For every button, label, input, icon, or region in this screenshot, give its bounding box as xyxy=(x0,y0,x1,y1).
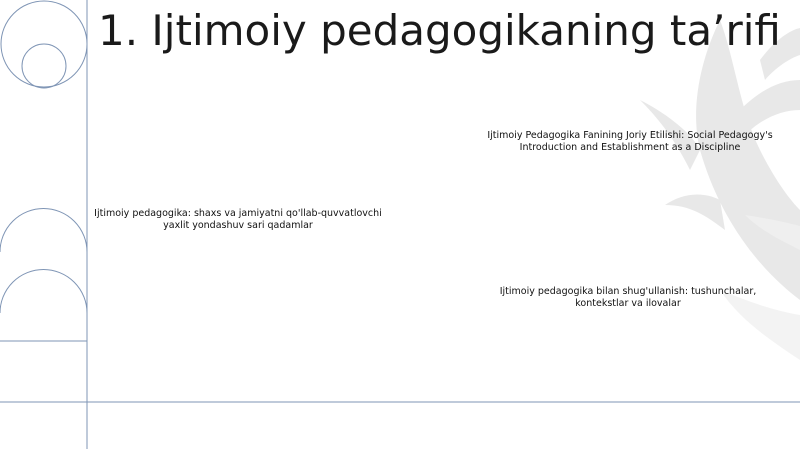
caption-concepts-contexts: Ijtimoiy pedagogika bilan shug'ullanish: tushunchalar, kontekstlar va ilovalar xyxy=(499,286,757,309)
caption-discipline: Ijtimoiy Pedagogika Fanining Joriy Etilishi: Social Pedagogy's Introduction and Establishment as a Discipline xyxy=(487,130,773,153)
caption-holistic-approach: Ijtimoiy pedagogika: shaxs va jamiyatni qo'llab-quvvatlovchi yaxlit yondashuv sari qadamlar xyxy=(94,208,382,231)
slide-title: 1. Ijtimoiy pedagogikaning ta’rifi xyxy=(98,6,781,55)
